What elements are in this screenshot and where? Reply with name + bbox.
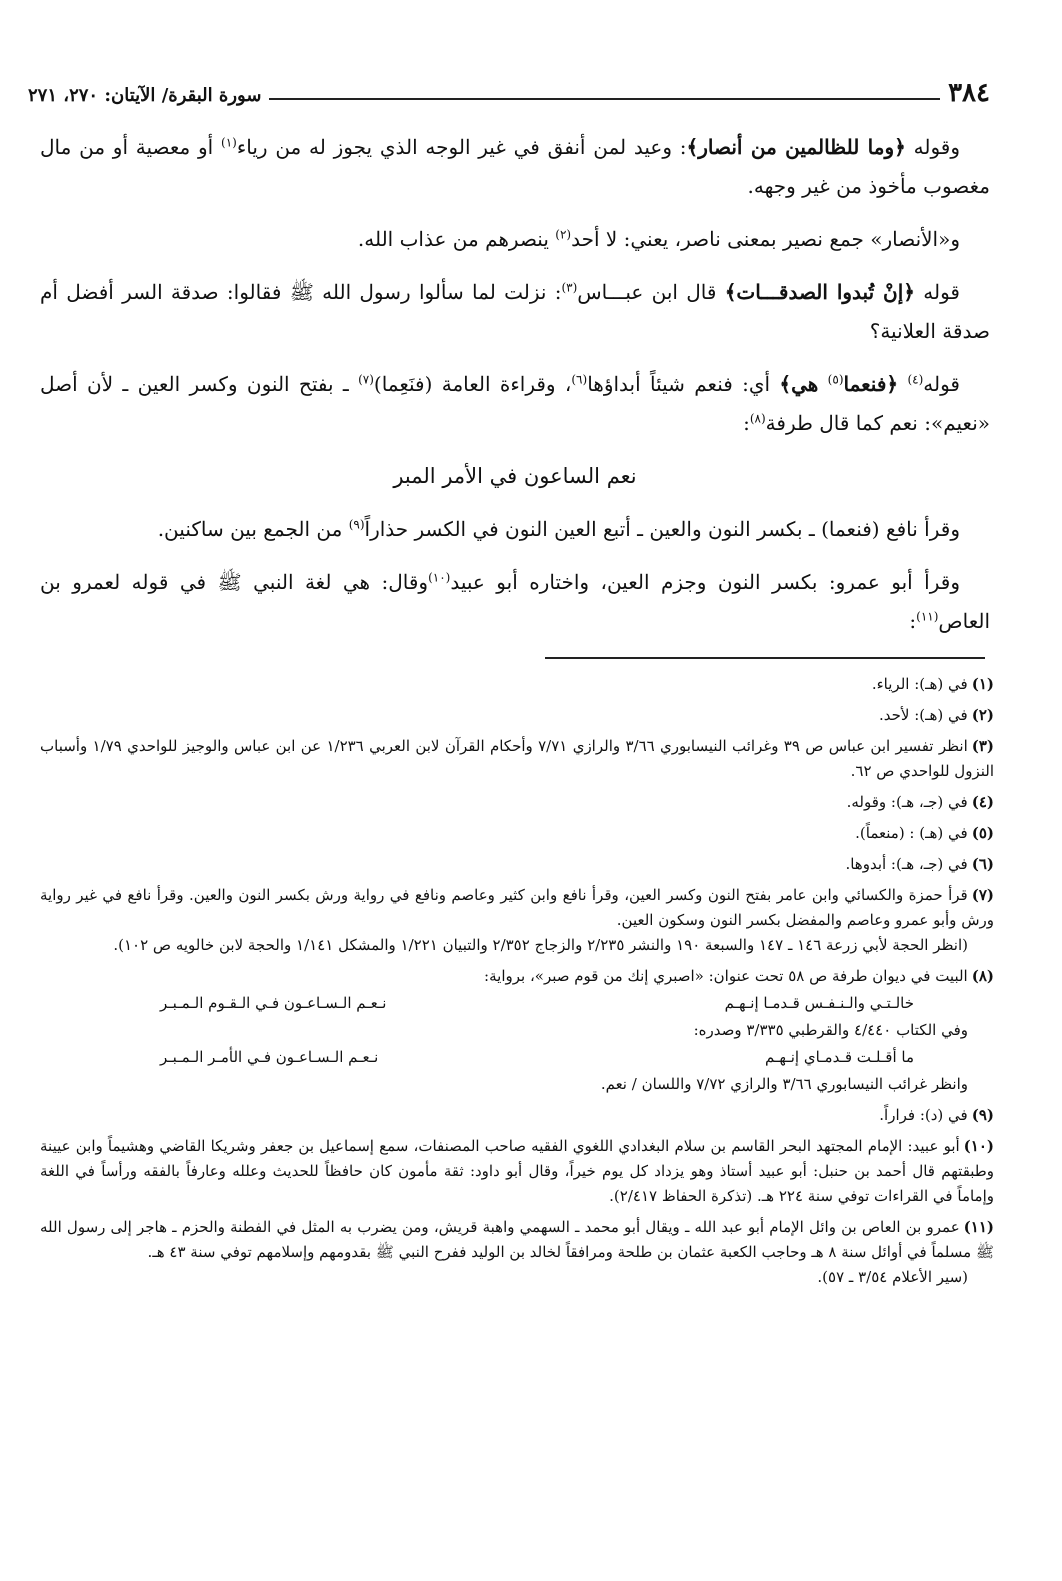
footnote-ref-5[interactable]: (٥) — [827, 372, 844, 387]
p4-text-b: ، وقراءة العامة (فنَعِما) — [373, 372, 572, 396]
poem-hemistich: نـعـم الـسـاعـون فـي الأمـر الـمـبـر — [160, 1048, 379, 1066]
footnote-3 — [40, 734, 994, 784]
footnote-citation: (سير الأعلام ٣/٥٤ ـ ٥٧). — [817, 1268, 968, 1286]
paragraph-5 — [40, 510, 990, 549]
footnote-ref-1[interactable]: (١) — [221, 135, 237, 150]
footnote-number: (٧) — [971, 886, 994, 904]
footnote-separator — [545, 657, 985, 659]
footnote-number: (١٠) — [963, 1137, 994, 1155]
p3-quote: ﴿إنْ تُبدوا الصدقـــات﴾ — [724, 280, 915, 304]
p5-text-a: وقرأ نافع (فنعما) ـ بكسر النون والعين ـ أتبع العين النون في الكسر حذاراً — [364, 517, 960, 541]
p2-text-a: و«الأنصار» جمع نصير بمعنى ناصر، يعني: لا أحد — [571, 227, 960, 251]
footnote-ref-6[interactable]: (٦) — [571, 372, 588, 387]
paragraph-2 — [40, 220, 990, 259]
page-number: ٣٨٤ — [948, 78, 990, 108]
poem-hemistich: ما أقـلـت قـدمـاي إنـهـم — [765, 1048, 914, 1066]
footnote-text: البيت في ديوان طرفة ص ٥٨ تحت عنوان: «اصبري إنك من قوم صبر»، برواية: — [484, 967, 968, 985]
footnote-number: (٣) — [971, 737, 995, 755]
footnote-text: في (جـ، هـ): أبدوها. — [845, 855, 968, 873]
footnote-number: (٩) — [971, 1106, 994, 1124]
footnote-4 — [40, 790, 994, 815]
footnote-citation: وانظر غرائب النيسابوري ٣/٦٦ والرازي ٧/٧٢ واللسان / نعم. — [600, 1075, 968, 1093]
footnote-6 — [40, 852, 994, 877]
p4-text-c: ـ بفتح النون وكسر العين ـ لأن أصل «نعيم»: نعم كما قال طرفة — [40, 372, 990, 435]
poem-hemistich: خالـتـي والـنـفـس قـدمـا إنـهـم — [724, 994, 914, 1012]
footnote-text: في (جـ، هـ): وقوله. — [846, 793, 968, 811]
p1-lead: وقوله — [913, 135, 961, 159]
page-header — [28, 66, 990, 110]
footnote-ref-8[interactable]: (٨) — [749, 411, 766, 426]
footnote-number: (٢) — [971, 706, 994, 724]
p1-text-a: : وعيد لمن أنفق في غير الوجه الذي يجوز له من رياء — [236, 135, 687, 159]
footnote-2 — [40, 703, 994, 728]
footnote-text: وفي الكتاب ٤/٤٤٠ والقرطبي ٣/٣٣٥ وصدره: — [693, 1021, 968, 1039]
p6-text-a: وقرأ أبو عمرو: بكسر النون وجزم العين، واختاره أبو عبيد — [450, 570, 960, 594]
footnote-text: أبو عبيد: الإمام المجتهد البحر القاسم بن سلام البغدادي اللغوي الفقيه صاحب المصنفات، سمع إسماعيل بن جعفر وشريكا القاضي وهشيماً وابن عيينة وطبقتهم قال أحمد بن حنبل: أبو عبيد أستاذ وهو يزداد كل يوم خيراً، وقال أبو داود: ثقة مأمون كان حافظاً للحديث وعلله وعارفاً بالفقه ورأساً في اللغة وإماماً في القراءات توفي سنة ٢٢٤ هـ. (تذكرة الحفاظ ٢/٤١٧). — [40, 1137, 994, 1205]
poem-hemistich: نـعـم الـسـاعـون فـي الـقـوم الـمـبـر — [160, 994, 387, 1012]
paragraph-4 — [40, 365, 990, 443]
footnote-number: (٨) — [971, 967, 994, 985]
paragraph-6 — [40, 563, 990, 641]
footnote-citation: (انظر الحجة لأبي زرعة ١٤٦ ـ ١٤٧ والسبعة ١٩٠ والنشر ٢/٢٣٥ والزجاج ٢/٣٥٢ والتبيان ١/٢٢١ والمشكل ١/١٤١ والحجة لابن خالويه ص ١٠٢). — [113, 936, 968, 954]
footnote-text: في (د): فراراً. — [879, 1106, 968, 1124]
poem-line-1 — [40, 991, 994, 1016]
p1-quote: ﴿وما للظالمين من أنصار﴾ — [686, 135, 906, 159]
p4-text-a: أي: فنعم شيئاً أبداؤها — [587, 372, 780, 396]
p3-text-a: قال ابن عبـــاس — [577, 280, 725, 304]
footnote-text: انظر تفسير ابن عباس ص ٣٩ وغرائب النيسابوري ٣/٦٦ والرازي ٧/٧١ وأحكام القرآن لابن العربي ١/٢٣٦ عن ابن عباس والوجيز للواحدي ١/٧٩ وأسباب النزول للواحدي ص ٦٢. — [40, 737, 994, 780]
p4-quote-2: هي﴾ — [779, 372, 819, 396]
footnote-text: في (هـ) : (منعماً). — [855, 824, 968, 842]
footnote-number: (٤) — [971, 793, 994, 811]
footnote-number: (١) — [971, 675, 994, 693]
footnote-text: قرأ حمزة والكسائي وابن عامر بفتح النون وكسر العين، وقرأ نافع وابن كثير وعاصم ونافع في رواية ورش بكسر النون والعين. وقرأ نافع في غير رواية ورش وأبو عمرو وعاصم والمفضل بكسر النون وسكون العين. — [40, 886, 994, 929]
running-title: سورة البقرة/ الآيتان: ٢٧٠، ٢٧١ — [28, 85, 262, 106]
footnote-10 — [40, 1134, 994, 1209]
p4-quote-1: ﴿فنعما — [843, 372, 899, 396]
header-rule — [269, 98, 940, 100]
footnote-ref-10[interactable]: (١٠) — [428, 570, 451, 585]
p3-lead: قوله — [923, 280, 960, 304]
footnote-ref-2[interactable]: (٢) — [555, 227, 572, 242]
p6-text-c: : — [909, 609, 917, 633]
paragraph-3 — [40, 273, 990, 351]
footnote-9 — [40, 1103, 994, 1128]
main-text — [40, 128, 990, 655]
p3-text-b: : نزلت لما سألوا رسول الله ﷺ فقالوا: صدقة السر أفضل أم صدقة العلانية؟ — [40, 280, 990, 343]
paragraph-1 — [40, 128, 990, 206]
footnote-8 — [40, 964, 994, 1097]
poem-verse: نعم الساعون في الأمر المبر — [393, 464, 637, 488]
footnotes-section — [40, 672, 994, 1296]
footnote-text: في (هـ): لأحد. — [878, 706, 968, 724]
poem-line-2 — [40, 1045, 994, 1070]
p1-text-b: أو معصية أو من مال مغصوب مأخوذ من غير وجهه. — [40, 135, 990, 198]
footnote-text: عمرو بن العاص بن وائل الإمام أبو عبد الله ـ ويقال أبو محمد ـ السهمي واهبة قريش، ومن يضرب به المثل في الفطنة والحزم ـ هاجر إلى رسول الله ﷺ مسلماً في أوائل سنة ٨ هـ وحاجب الكعبة عثمان بن طلحة ومرافقاً لخالد بن الوليد ففرح النبي ﷺ بقدومهم وإسلامهم توفي سنة ٤٣ هـ. — [40, 1218, 994, 1261]
footnote-ref-7[interactable]: (٧) — [358, 372, 374, 387]
footnote-1 — [40, 672, 994, 697]
footnote-11 — [40, 1215, 994, 1290]
footnote-7 — [40, 883, 994, 958]
p2-text-b: ينصرهم من عذاب الله. — [357, 227, 556, 251]
footnote-number: (١١) — [963, 1218, 994, 1236]
footnote-ref-9[interactable]: (٩) — [348, 517, 365, 532]
footnote-ref-4[interactable]: (٤) — [907, 372, 924, 387]
p4-text-d: : — [743, 411, 750, 435]
footnote-number: (٥) — [971, 824, 994, 842]
p6-text-b: وقال: هي لغة النبي ﷺ في قوله لعمرو بن العاص — [40, 570, 990, 633]
p4-lead: قوله — [923, 372, 960, 396]
footnote-text: في (هـ): الرياء. — [871, 675, 968, 693]
footnote-5 — [40, 821, 994, 846]
footnote-ref-3[interactable]: (٣) — [561, 280, 578, 295]
footnote-ref-11[interactable]: (١١) — [916, 609, 939, 624]
p5-text-b: من الجمع بين ساكنين. — [157, 517, 349, 541]
footnote-number: (٦) — [971, 855, 994, 873]
